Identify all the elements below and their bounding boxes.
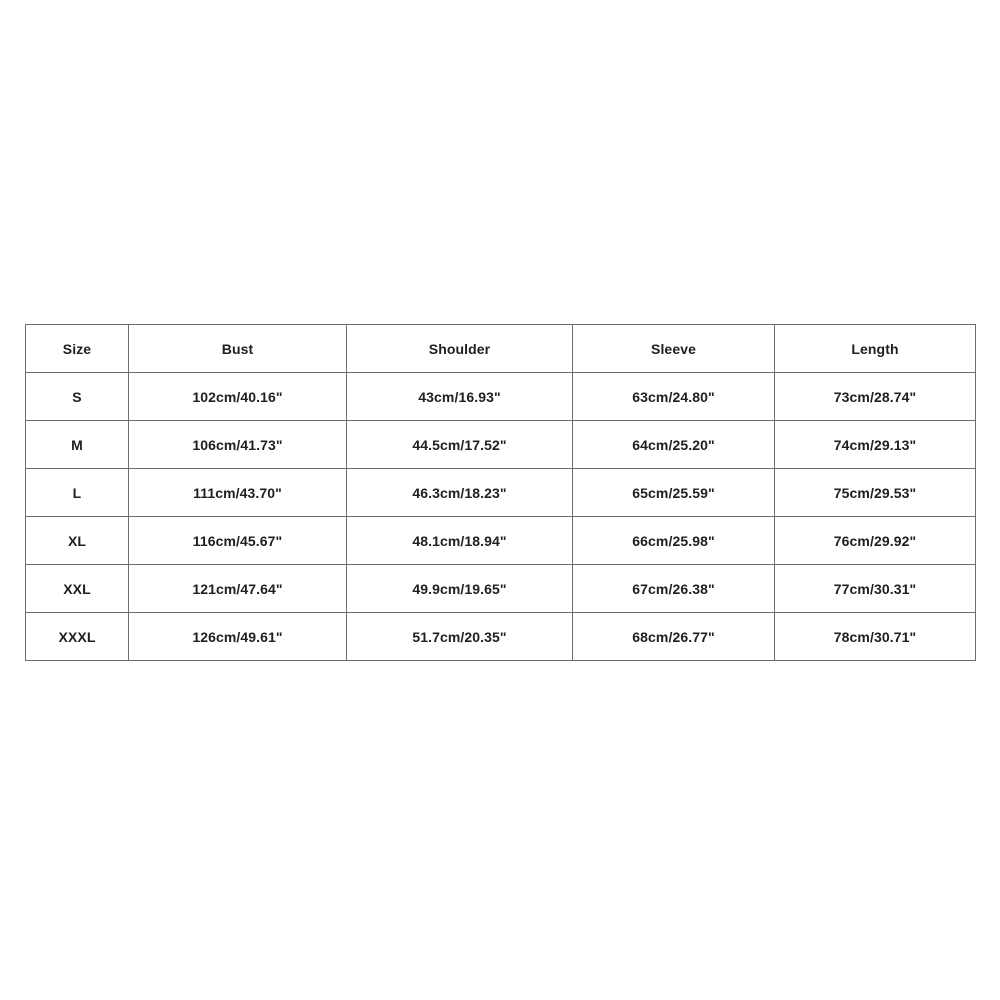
bust-cell: 116cm/45.67": [129, 517, 347, 565]
size-cell: XXXL: [26, 613, 129, 661]
size-cell: XXL: [26, 565, 129, 613]
sleeve-cell: 68cm/26.77": [573, 613, 775, 661]
size-cell: S: [26, 373, 129, 421]
size-cell: XL: [26, 517, 129, 565]
header-bust: Bust: [129, 325, 347, 373]
length-cell: 73cm/28.74": [775, 373, 976, 421]
size-cell: L: [26, 469, 129, 517]
sleeve-cell: 65cm/25.59": [573, 469, 775, 517]
sleeve-cell: 66cm/25.98": [573, 517, 775, 565]
header-size: Size: [26, 325, 129, 373]
bust-cell: 121cm/47.64": [129, 565, 347, 613]
header-shoulder: Shoulder: [347, 325, 573, 373]
header-row: [26, 325, 976, 373]
table-row: [26, 517, 976, 565]
length-cell: 76cm/29.92": [775, 517, 976, 565]
table-row: [26, 373, 976, 421]
bust-cell: 102cm/40.16": [129, 373, 347, 421]
length-cell: 77cm/30.31": [775, 565, 976, 613]
header-sleeve: Sleeve: [573, 325, 775, 373]
table-row: [26, 421, 976, 469]
size-chart-table: [25, 324, 976, 661]
length-cell: 78cm/30.71": [775, 613, 976, 661]
sleeve-cell: 63cm/24.80": [573, 373, 775, 421]
length-cell: 74cm/29.13": [775, 421, 976, 469]
length-cell: 75cm/29.53": [775, 469, 976, 517]
bust-cell: 106cm/41.73": [129, 421, 347, 469]
table-row: [26, 469, 976, 517]
header-length: Length: [775, 325, 976, 373]
sleeve-cell: 64cm/25.20": [573, 421, 775, 469]
sleeve-cell: 67cm/26.38": [573, 565, 775, 613]
bust-cell: 111cm/43.70": [129, 469, 347, 517]
shoulder-cell: 44.5cm/17.52": [347, 421, 573, 469]
shoulder-cell: 49.9cm/19.65": [347, 565, 573, 613]
shoulder-cell: 46.3cm/18.23": [347, 469, 573, 517]
shoulder-cell: 51.7cm/20.35": [347, 613, 573, 661]
bust-cell: 126cm/49.61": [129, 613, 347, 661]
table-row: [26, 613, 976, 661]
table-row: [26, 565, 976, 613]
shoulder-cell: 48.1cm/18.94": [347, 517, 573, 565]
shoulder-cell: 43cm/16.93": [347, 373, 573, 421]
size-cell: M: [26, 421, 129, 469]
